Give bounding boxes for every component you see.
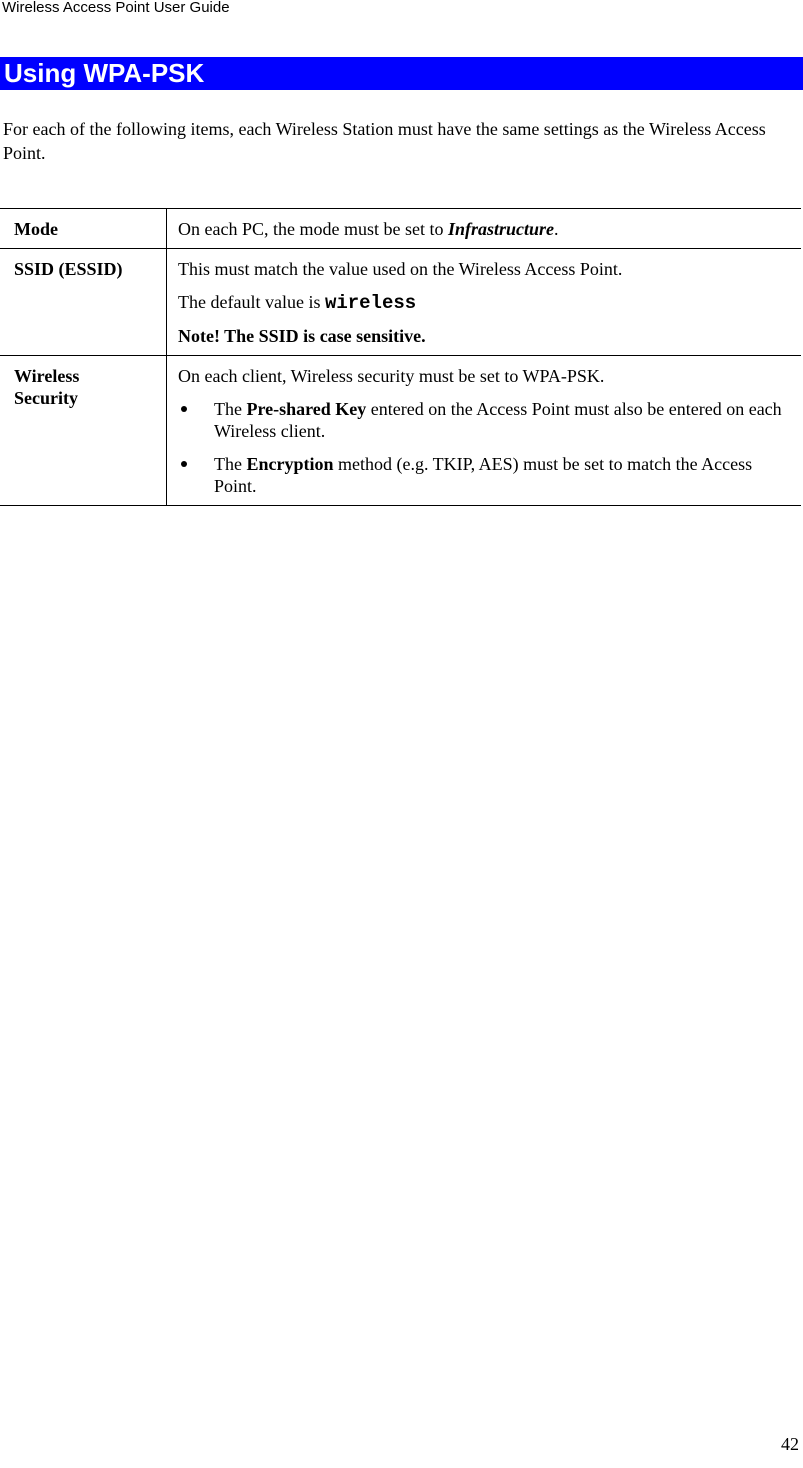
ssid-default-prefix: The default value is [178,292,325,312]
bullet-icon [181,406,187,412]
bullet-prefix: The [214,454,247,474]
bullet-icon [181,461,187,467]
table-row-mode [0,209,801,249]
mode-text: On each PC, the mode must be set to [178,219,448,239]
page-number: 42 [781,1434,799,1454]
section-title: Using WPA-PSK [0,57,803,90]
bullet-term: Encryption [246,454,334,474]
row-label-security [0,356,167,506]
list-item [178,453,791,497]
ssid-default-value: wireless [324,292,417,314]
security-label-line1: Wireless [14,366,80,386]
settings-table [0,208,801,506]
ssid-line1: This must match the value used on the Wireless Access Point. [178,259,623,279]
row-desc-security [167,356,802,506]
row-label-ssid: SSID (ESSID) [14,259,123,279]
bullet-text: entered on the Access Point must also be entered on each Wireless client. [214,399,782,441]
table-row-ssid [0,249,801,356]
list-item [178,398,791,442]
security-bullets [178,398,791,497]
intro-paragraph: For each of the following items, each Wireless Station must have the same settings as the Wireless Access Point. [3,119,766,163]
row-label-mode: Mode [14,219,58,239]
bullet-prefix: The [214,399,247,419]
row-desc-ssid [167,249,802,356]
row-desc-mode [167,209,802,249]
bullet-text: method (e.g. TKIP, AES) must be set to match the Access Point. [214,454,753,496]
bullet-term: Pre-shared Key [246,399,367,419]
ssid-default [178,291,791,314]
running-header: Wireless Access Point User Guide [2,0,230,16]
security-line1: On each client, Wireless security must be set to WPA-PSK. [178,366,605,386]
mode-text-end: . [554,219,559,239]
mode-value: Infrastructure [447,219,554,239]
table-row-security [0,356,801,506]
ssid-note: Note! The SSID is case sensitive. [178,326,426,346]
security-label-line2: Security [14,388,78,408]
